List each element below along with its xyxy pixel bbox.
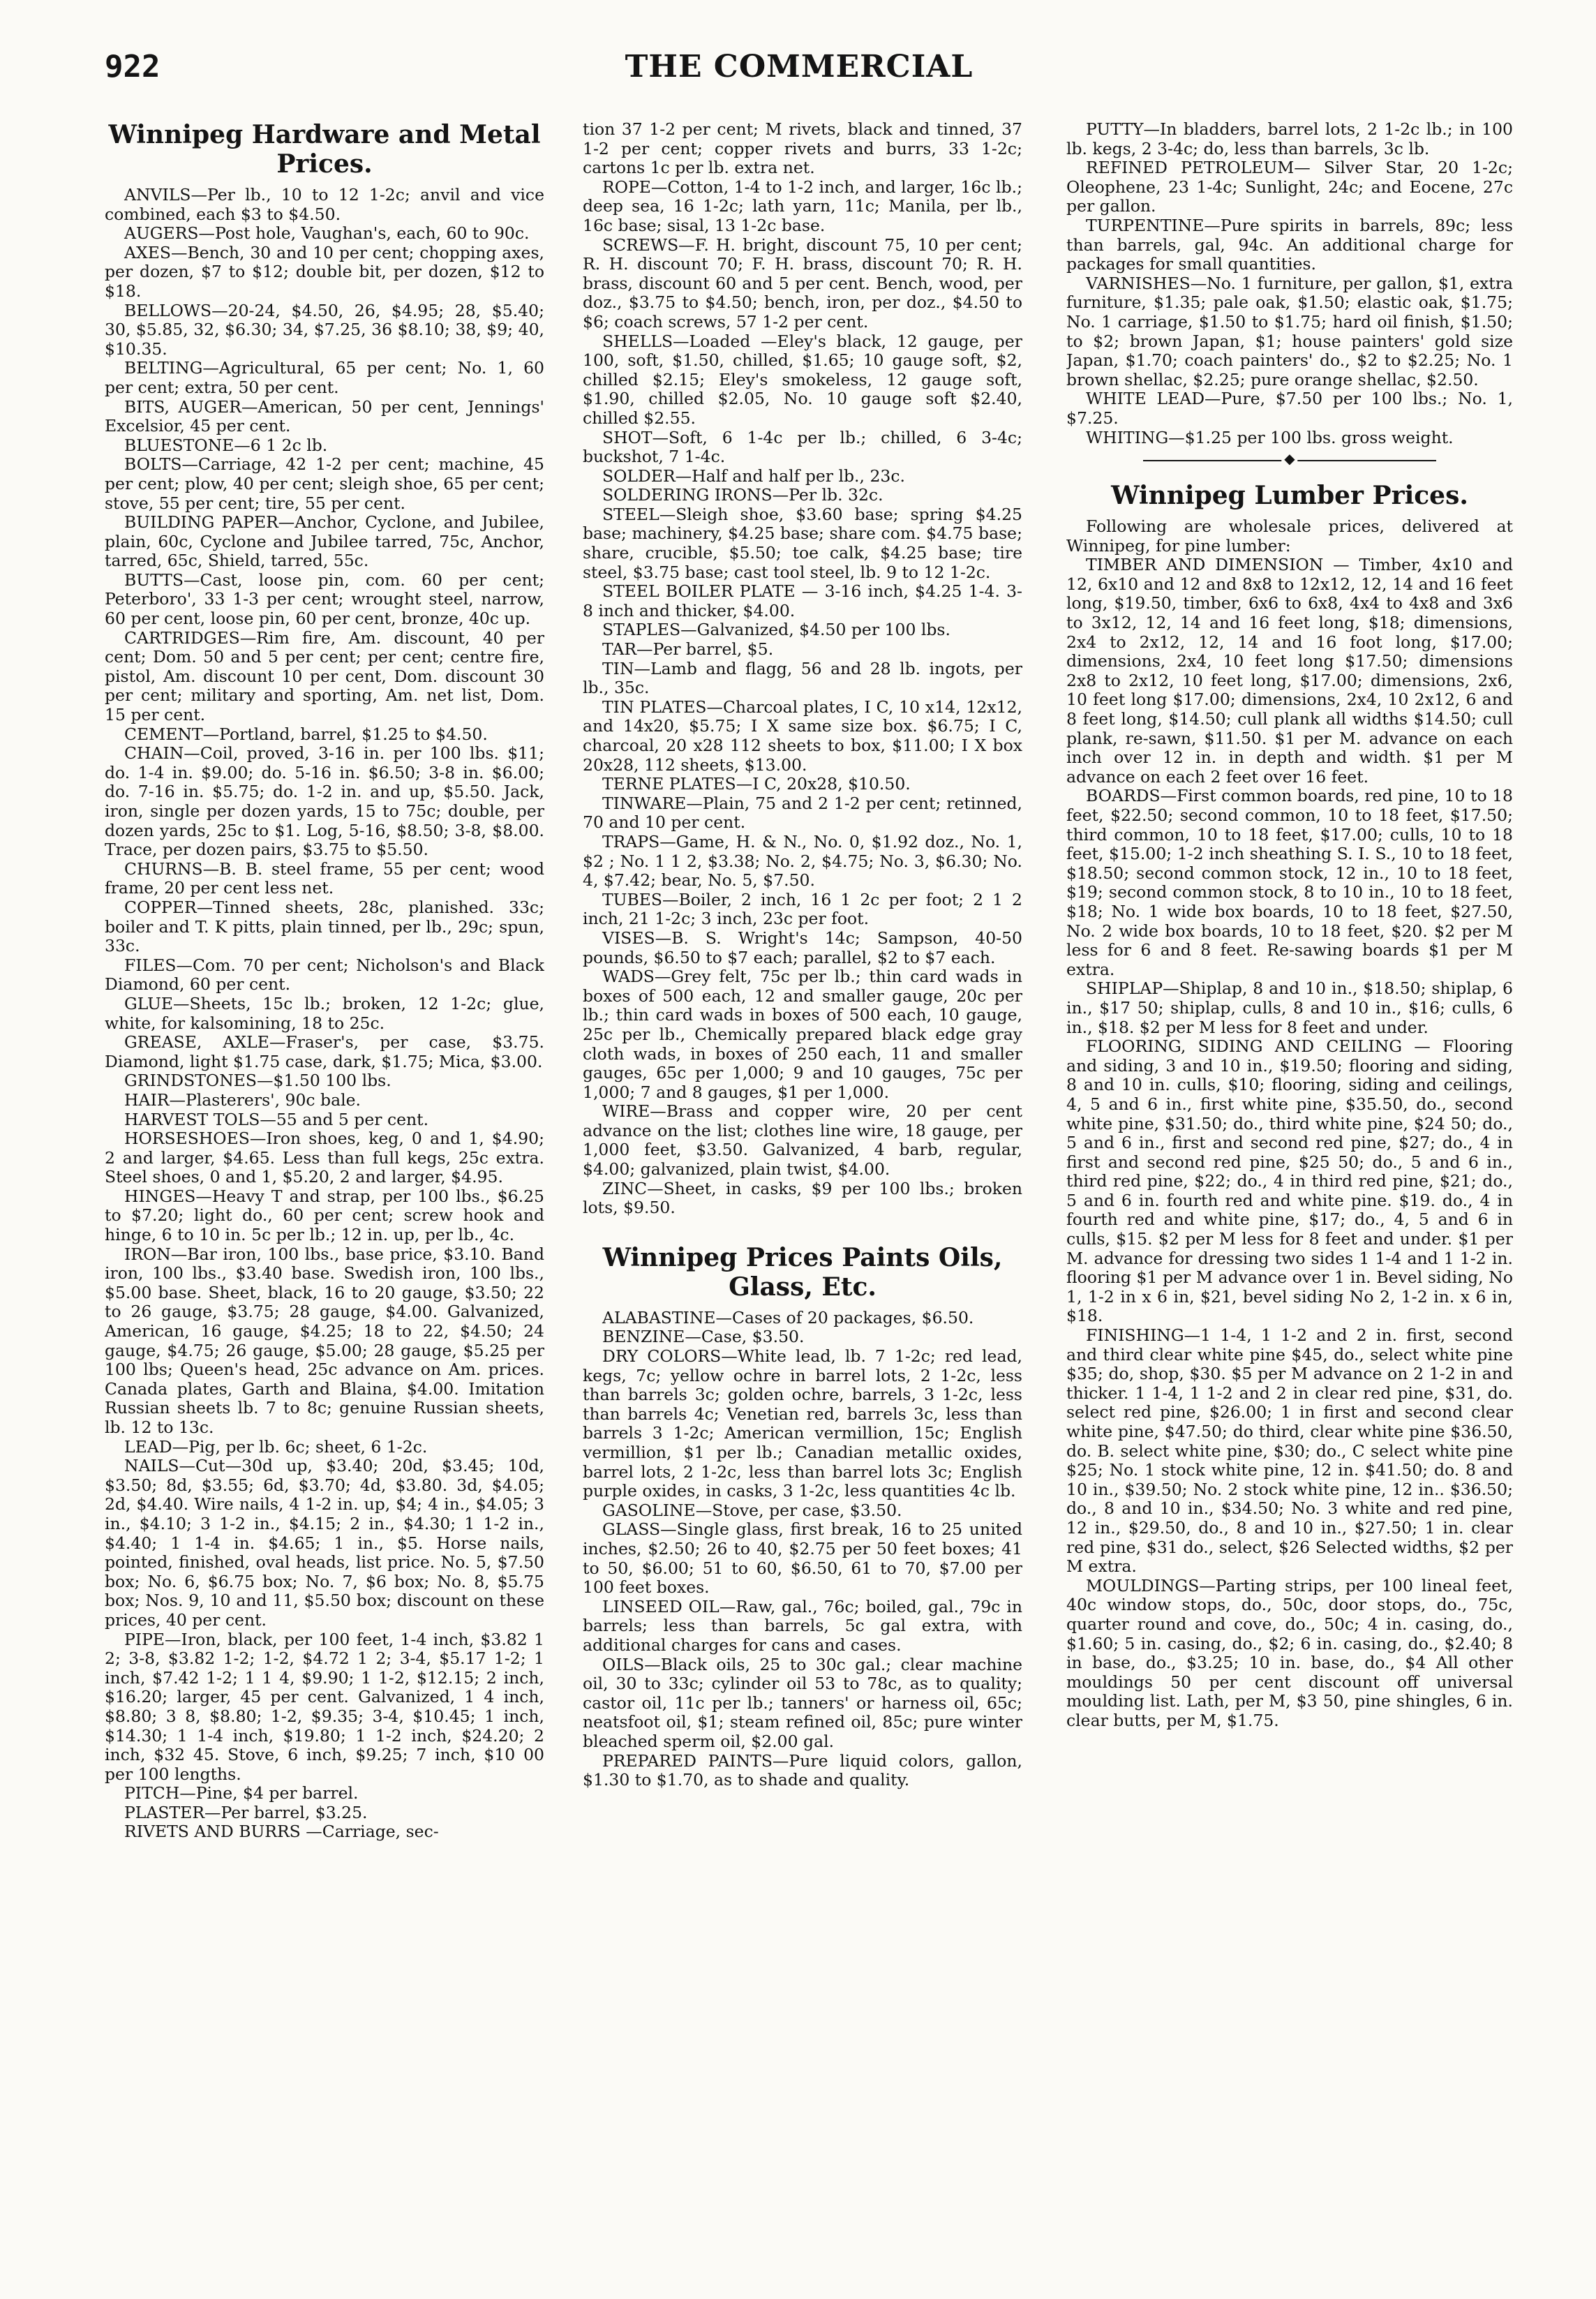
price-entry: TRAPS—Game, H. & N., No. 0, $1.92 doz., No. 1, $2 ; No. 1 1 2, $3.38; No. 2, $4.75; No. 3, $6.30; No. 4, $7.42; bear, No. 5, $7.50. [583, 831, 1022, 891]
price-entry: REFINED PETROLEUM— Silver Star, 20 1-2c; Oleophene, 23 1-4c; Sunlight, 24c; and Eocene, 27c per gallon. [1066, 158, 1513, 216]
price-entry: SHELLS—Loaded —Eley's black, 12 gauge, per 100, soft, $1.50, chilled, $1.65; 10 gauge soft, $2, chilled $2.15; Eley's smokeless, 12 gauge soft, $1.90, chilled $2.05, No. 10 gauge soft $2.40, chilled $2.55. [583, 331, 1022, 428]
price-entry: GRINDSTONES—$1.50 100 lbs. [124, 1071, 391, 1091]
price-entry: CARTRIDGES—Rim fire, Am. discount, 40 per cent; Dom. 50 and 5 per cent; per cent; centre fire, pistol, Am. discount 10 per cent, Dom. discount 30 per cent; military and sporting, Am. net list, Dom. 15 per cent. [105, 627, 544, 725]
price-entry: HAIR—Plasterers', 90c bale. [124, 1089, 361, 1110]
price-entry: BENZINE—Case, $3.50. [602, 1327, 805, 1347]
price-entry: TIN PLATES—Charcoal plates, I C, 10 x14, 12x12, and 14x20, $5.75; I X same size box. $6.75; I C, charcoal, 20 x28 112 sheets to box, $11.00; I X box 20x28, 112 sheets, $13.00. [583, 697, 1022, 775]
price-entry: ZINC—Sheet, in casks, $9 per 100 lbs.; broken lots, $9.50. [583, 1178, 1022, 1218]
price-entry: BOARDS—First common boards, red pine, 10 to 18 feet, $22.50; second common, 10 to 18 feet, $17.50; third common, 10 to 18 feet, $17.00; culls, 10 to 18 feet, $15.00; 1-2 inch sheathing S. I. S., 10 to 18 feet, $18.50; second common stock, 12 in., 10 to 18 feet, $19; second common stock, 8 to 10 in., 10 to 18 feet, $18; No. 1 wide box boards, 10 to 18 feet, $27.50, No. 2 wide box boards, 10 to 18 feet, $20. $2 per M less for 6 and 8 feet. Re-sawing boards $1 per M extra. [1066, 786, 1513, 979]
price-entry: MOULDINGS—Parting strips, per 100 lineal feet, 40c window stops, do., 50c, door stops, do., 75c, quarter round and cove, do., 50c; 4 in. casing, do., $1.60; 5 in. casing, do., $2; 6 in. casing, do., $2.40; 8 in base, do., $3.25; 10 in. base, do., $4 All other mouldings 50 per cent discount off universal moulding list. Lath, per M, $3 50, pine shingles, 6 in. clear butts, per M, $1.75. [1066, 1575, 1513, 1730]
price-entry: SOLDER—Half and half per lb., 23c. [602, 466, 905, 486]
price-entry: TUBES—Boiler, 2 inch, 16 1 2c per foot; 2 1 2 inch, 21 1-2c; 3 inch, 23c per foot. [583, 889, 1022, 929]
price-entry: BUILDING PAPER—Anchor, Cyclone, and Jubilee, plain, 60c, Cyclone and Jubilee tarred, 75c, Anchor, tarred, 65c, Shield, tarred, 55c. [105, 512, 544, 571]
price-entry: RIVETS AND BURRS —Carriage, sec- [124, 1822, 439, 1842]
price-entry: COPPER—Tinned sheets, 28c, planished. 33c; boiler and T. K pitts, plain tinned, per lb., 29c; spun, 33c. [105, 897, 544, 956]
price-entry: LEAD—Pig, per lb. 6c; sheet, 6 1-2c. [124, 1436, 428, 1457]
price-entry: TIN—Lamb and flagg, 56 and 28 lb. ingots, per lb., 35c. [583, 658, 1022, 698]
price-list-hardware-continued [583, 120, 1022, 1218]
price-entry: CHURNS—B. B. steel frame, 55 per cent; wood frame, 20 per cent less net. [105, 858, 544, 898]
section-divider-rule [1066, 453, 1513, 468]
price-entry: PLASTER—Per barrel, $3.25. [124, 1802, 368, 1822]
price-entry: BITS, AUGER—American, 50 per cent, Jennings' Excelsior, 45 per cent. [105, 396, 544, 436]
section-heading-hardware: Winnipeg Hardware and Metal Prices. [108, 120, 541, 179]
price-entry: AUGERS—Post hole, Vaughan's, each, 60 to 90c. [124, 223, 530, 244]
price-entry: HORSESHOES—Iron shoes, keg, 0 and 1, $4.90; 2 and larger, $4.65. Less than full kegs, 25c extra. Steel shoes, 0 and 1, $5.20, 2 and larger, $4.95. [105, 1129, 544, 1187]
price-entry: BELTING—Agricultural, 65 per cent; No. 1, 60 per cent; extra, 50 per cent. [105, 358, 544, 397]
price-entry: WHITING—$1.25 per 100 lbs. gross weight. [1086, 427, 1454, 447]
page-number: 922 [105, 49, 161, 84]
price-entry: SHIPLAP—Shiplap, 8 and 10 in., $18.50; shiplap, 6 in., $17 50; shiplap, culls, 8 and 10 in., $16; culls, 6 in., $18. $2 per M less for 8 feet and under. [1066, 979, 1513, 1037]
price-entry: SOLDERING IRONS—Per lb. 32c. [602, 485, 883, 505]
price-entry: ALABASTINE—Cases of 20 packages, $6.50. [602, 1307, 974, 1327]
price-list-paints-continued [1066, 120, 1513, 447]
price-entry: VISES—B. S. Wright's 14c; Sampson, 40-50 pounds, $6.50 to $7 each; parallel, $2 to $7 each. [583, 928, 1022, 967]
price-entry: CHAIN—Coil, proved, 3-16 in. per 100 lbs. $11; do. 1-4 in. $9.00; do. 5-16 in. $6.50; 3-8 in. $6.00; do. 7-16 in. $5.75; do. 1-2 in. and up, $5.50. Jack, iron, single per dozen yards, 15 to 75c; double, per dozen yards, 25c to $1. Log, 5-16, $8.50; 3-8, $8.00. Trace, per dozen pairs, $3.75 to $5.50. [105, 743, 544, 860]
price-entry: HINGES—Heavy T and strap, per 100 lbs., $6.25 to $7.20; light do., 60 per cent; screw hook and hinge, 6 to 10 in. 5c per lb.; 12 in. up, per lb., 4c. [105, 1186, 544, 1245]
price-list-paints [583, 1309, 1022, 1790]
price-entry: VARNISHES—No. 1 furniture, per gallon, $1, extra furniture, $1.35; pale oak, $1.50; elastic oak, $1.75; No. 1 carriage, $1.50 to $1.75; hard oil finish, $1.50; to $2; brown Japan, $1; house painters' gold size Japan, $1.70; coach painters' do., $2 to $2.25; No. 1 brown shellac, $2.25; pure orange shellac, $2.50. [1066, 273, 1513, 389]
price-entry: STEEL—Sleigh shoe, $3.60 base; spring $4.25 base; machinery, $4.25 base; share com. $4.75 base; share, crucible, $5.50; toe calk, $4.25 base; tire steel, $3.75 base; cast tool steel, lb. 9 to 12 1-2c. [583, 504, 1022, 582]
publication-title: THE COMMERCIAL [625, 49, 974, 84]
price-list-hardware [105, 186, 544, 1842]
price-entry: NAILS—Cut—30d up, $3.40; 20d, $3.45; 10d, $3.50; 8d, $3.55; 6d, $3.70; 4d, $3.80. 3d, $4.05; 2d, $4.40. Wire nails, 4 1-2 in. up, $4; 4 in., $4.05; 3 in., $4.10; 3 1-2 in., $4.15; 2 in., $4.30; 1 1-2 in., $4.40; 1 1-4 in. $4.65; 1 in., $5. Horse nails, pointed, finished, oval heads, list price. No. 5, $7.50 box; No. 6, $6.75 box; No. 7, $6 box; No. 8, $5.75 box; Nos. 9, 10 and 11, $5.50 box; discount on these prices, 40 per cent. [105, 1456, 544, 1630]
price-entry: GREASE, AXLE—Fraser's, per case, $3.75. Diamond, light $1.75 case, dark, $1.75; Mica, $3.00. [105, 1032, 544, 1071]
price-entry: OILS—Black oils, 25 to 30c gal.; clear machine oil, 30 to 33c; cylinder oil 53 to 78c, as to quality; castor oil, 11c per lb.; tanners' or harness oil, 65c; neatsfoot oil, $1; steam refined oil, 85c; pure winter bleached sperm oil, $2.00 gal. [583, 1654, 1022, 1751]
price-entry: BUTTS—Cast, loose pin, com. 60 per cent; Peterboro', 33 1-3 per cent; wrought steel, narrow, 60 per cent, loose pin, 60 per cent, bronze, 40c up. [105, 570, 544, 629]
section-heading-lumber: Winnipeg Lumber Prices. [1111, 481, 1468, 511]
price-entry: BLUESTONE—6 1 2c lb. [124, 435, 328, 455]
column-paints-lumber [1066, 120, 1513, 2270]
price-entry: TERNE PLATES—I C, 20x28, $10.50. [602, 774, 911, 794]
price-entry: DRY COLORS—White lead, lb. 7 1-2c; red lead, kegs, 7c; yellow ochre in barrel lots, 2 1-2c, less than barrels 3c; golden ochre, barrels, 3 1-2c, less than barrels 4c; Venetian red, barrels 3c, less than barrels 3 1-2c; American vermillion, 15c; English vermillion, $1 per lb.; Canadian metallic oxides, barrel lots, 2 1-2c, less than barrel lots 3c; English purple oxides, in casks, 3 1-2c, less quantities 4c lb. [583, 1346, 1022, 1501]
price-entry: LINSEED OIL—Raw, gal., 76c; boiled, gal., 79c in barrels; less than barrels, 5c gal extra, with additional charges for cans and cases. [583, 1596, 1022, 1655]
price-entry: GLASS—Single glass, first break, 16 to 25 united inches, $2.50; 26 to 40, $2.75 per 50 feet boxes; 41 to 50, $6.00; 51 to 60, $6.50, 61 to 70, $7.00 per 100 feet boxes. [583, 1519, 1022, 1598]
price-entry: BOLTS—Carriage, 42 1-2 per cent; machine, 45 per cent; plow, 40 per cent; sleigh shoe, 65 per cent; stove, 55 per cent; tire, 55 per cent. [105, 454, 544, 513]
price-entry: tion 37 1-2 per cent; M rivets, black and tinned, 37 1-2 per cent; copper rivets and burrs, 33 1-2c; cartons 1c per lb. extra net. [583, 120, 1022, 178]
price-entry: BELLOWS—20-24, $4.50, 26, $4.95; 28, $5.40; 30, $5.85, 32, $6.30; 34, $7.25, 36 $8.10; 38, $9; 40, $10.35. [105, 300, 544, 359]
price-entry: PITCH—Pine, $4 per barrel. [124, 1783, 359, 1803]
price-entry: TAR—Per barrel, $5. [602, 639, 774, 660]
price-entry: GASOLINE—Stove, per case, $3.50. [602, 1500, 902, 1520]
price-entry: ROPE—Cotton, 1-4 to 1-2 inch, and larger, 16c lb.; deep sea, 16 1-2c; lath yarn, 11c; Manila, per lb., 16c base; sisal, 13 1-2c base. [583, 177, 1022, 235]
price-entry: PUTTY—In bladders, barrel lots, 2 1-2c lb.; in 100 lb. kegs, 2 3-4c; do, less than barrels, 3c lb. [1066, 120, 1513, 158]
price-entry: WHITE LEAD—Pure, $7.50 per 100 lbs.; No. 1, $7.25. [1066, 389, 1513, 428]
column-hardware-prices [105, 120, 544, 2270]
price-entry: STEEL BOILER PLATE — 3-16 inch, $4.25 1-4. 3-8 inch and thicker, $4.00. [583, 581, 1022, 620]
price-entry: SCREWS—F. H. bright, discount 75, 10 per cent; R. H. discount 70; F. H. brass, discount 70; R. H. brass, discount 60 and 5 per cent. Bench, wood, per doz., $3.75 to $4.50; bench, iron, per doz., $4.50 to $6; coach screws, 57 1-2 per cent. [583, 235, 1022, 332]
price-entry: AXES—Bench, 30 and 10 per cent; chopping axes, per dozen, $7 to $12; double bit, per dozen, $12 to $18. [105, 242, 544, 301]
price-entry: FINISHING—1 1-4, 1 1-2 and 2 in. first, second and third clear white pine $45, do., select white pine $35; do, shop, $30. $5 per M advance on 2 1-2 in and thicker. 1 1-4, 1 1-2 and 2 in clear red pine, $31, do. select red pine, $26.00; 1 in first and second clear white pine, $47.50; do third, clear white pine $36.50, do. B. select white pine, $30; do., C select white pine $25; No. 1 stock white pine, 12 in. $41.50; do. 8 and 10 in., $39.50; No. 2 stock white pine, 12 in.. $36.50; do., 8 and 10 in., $34.50; No. 3 white and red pine, 12 in., $29.50, do., 8 and 10 in., $27.50; 1 in. clear red pine, $31 do., select, $26 Selected widths, $2 per M extra. [1066, 1325, 1513, 1577]
price-entry: TURPENTINE—Pure spirits in barrels, 89c; less than barrels, gal, 94c. An additional charge for packages for small quantities. [1066, 215, 1513, 274]
column-hardware-paints [583, 120, 1022, 2270]
price-entry: FLOORING, SIDING AND CEILING — Flooring and siding, 3 and 10 in., $19.50; flooring and siding, 8 and 10 in. culls, $10; flooring, siding and ceilings, 4, 5 and 6 in., first white pine, $35.50, do., second white pine, $31.50; do., third white pine, $24 50; do., 5 and 6 in., first and second red pine, $27; do., 4 in first and second red pine, $25 50; do., 5 and 6 in., third red pine, $22; do., 4 in third red pine, $21; do., 5 and 6 in. fourth red and white pine. $19. do., 4 in fourth red and white pine, $17; do., 4, 5 and 6 in culls, $15. $2 per M less for 8 feet and under. $1 per M. advance for dressing two sides 1 1-4 and 1 1-2 in. flooring $1 per M advance over 1 in. Bevel siding, No 1, 1-2 in x 6 in, $21, bevel siding No 2, 1-2 in. x 6 in, $18. [1066, 1036, 1513, 1326]
price-entry: Following are wholesale prices, delivered at Winnipeg, for pine lumber: [1066, 516, 1513, 556]
price-entry: WIRE—Brass and copper wire, 20 per cent advance on the list; clothes line wire, 18 gauge, per 1,000 feet, $3.50. Galvanized, 4 barb, regular, $4.00; galvanized, plain twist, $4.00. [583, 1101, 1022, 1180]
price-entry: PIPE—Iron, black, per 100 feet, 1-4 inch, $3.82 1 2; 3-8, $3.82 1-2; 1-2, $4.72 1 2; 3-4, $5.17 1-2; 1 inch, $7.42 1-2; 1 1 4, $9.90; 1 1-2, $12.15; 2 inch, $16.20; larger, 45 per cent. Galvanized, 1 4 inch, $8.80; 3 8, $8.80; 1-2, $9.35; 3-4, $10.45; 1 inch, $14.30; 1 1-4 inch, $19.80; 1 1-2 inch, $24.20; 2 inch, $32 45. Stove, 6 inch, $9.25; 7 inch, $10 00 per 100 lengths. [105, 1629, 544, 1784]
price-entry: STAPLES—Galvanized, $4.50 per 100 lbs. [602, 620, 950, 640]
section-heading-paints: Winnipeg Prices Paints Oils, Glass, Etc. [602, 1242, 1003, 1302]
price-list-lumber [1066, 517, 1513, 1730]
price-entry: TIMBER AND DIMENSION — Timber, 4x10 and 12, 6x10 and 12 and 8x8 to 12x12, 12, 14 and 16 feet long, $19.50, timber, 6x6 to 6x8, 4x4 to 4x8 and 3x6 to 3x12, 12, 14 and 16 feet long, $18; dimensions, 2x4 to 2x12, 12, 14 and 16 foot long, $17.00; dimensions, 2x4, 10 feet long $17.50; dimensions 2x8 to 2x12, 10 feet long, $17.00; dimensions, 2x6, 10 feet long $17.00; dimensions, 2x4, 10 2x12, 6 and 8 feet long, $14.50; cull plank all widths $14.50; cull plank, re-sawn, $11.50. $1 per M. advance on each inch over 12 in. in depth and width. $1 per M advance on each 2 feet over 16 feet. [1066, 555, 1513, 787]
price-entry: IRON—Bar iron, 100 lbs., base price, $3.10. Band iron, 100 lbs., $3.40 base. Swedish iron, 100 lbs., $5.00 base. Sheet, black, 16 to 20 gauge, $3.50; 22 to 26 gauge, $3.75; 28 gauge, $4.00. Galvanized, American, 16 gauge, $4.25; 18 to 22, $4.50; 24 gauge, $4.75; 26 gauge, $5.00; 28 gauge, $5.25 per 100 lbs; Queen's head, 25c advance on Am. prices. Canada plates, Garth and Blaina, $4.00. Imitation Russian sheets lb. 7 to 8c; genuine Russian sheets, lb. 12 to 13c. [105, 1244, 544, 1437]
price-entry: GLUE—Sheets, 15c lb.; broken, 12 1-2c; glue, white, for kalsomining, 18 to 25c. [105, 993, 544, 1033]
price-entry: HARVEST TOLS—55 and 5 per cent. [124, 1109, 429, 1129]
price-entry: TINWARE—Plain, 75 and 2 1-2 per cent; retinned, 70 and 10 per cent. [583, 793, 1022, 833]
price-entry: CEMENT—Portland, barrel, $1.25 to $4.50. [124, 724, 488, 744]
price-entry: PREPARED PAINTS—Pure liquid colors, gallon, $1.30 to $1.70, as to shade and quality. [583, 1750, 1022, 1790]
price-entry: SHOT—Soft, 6 1-4c per lb.; chilled, 6 3-4c; buckshot, 7 1-4c. [583, 427, 1022, 467]
price-entry: ANVILS—Per lb., 10 to 12 1-2c; anvil and vice combined, each $3 to $4.50. [105, 185, 544, 224]
price-entry: FILES—Com. 70 per cent; Nicholson's and Black Diamond, 60 per cent. [105, 955, 544, 995]
price-entry: WADS—Grey felt, 75c per lb.; thin card wads in boxes of 500 each, 12 and smaller gauge, 20c per lb.; thin card wads in boxes of 500 each, 10 gauge, 25c per lb., Chemically prepared black edge gray cloth wads, in boxes of 250 each, 11 and smaller gauges, 65c per 1,000; 9 and 10 gauges, 75c per 1,000; 7 and 8 gauges, $1 per 1,000. [583, 967, 1022, 1102]
page-header [105, 49, 1493, 98]
